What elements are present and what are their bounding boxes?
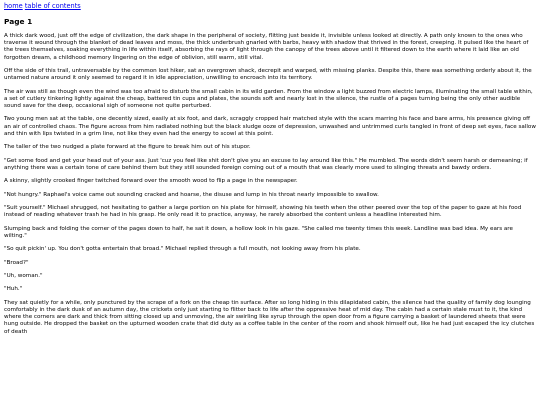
paragraph: "Get some food and get your head out of your ass. Just 'cuz you feel like shit don't give you an excuse to lay around like this." He mumbled. The words didn't seem harsh or demeaning; if anything there was a certain tone of care behind them but they still sounded foreign coming out of a mouth that was clearly more used to slinging threats and bawdy orders.	[4, 157, 528, 171]
paragraph: Slumping back and folding the corner of the pages down to half, he sat it down, a hollow look in his gaze. "She called me twenty times this week. Landline was bad idea. My ears are wilting."	[4, 225, 513, 239]
paragraph: They sat quietly for a while, only punctured by the scrape of a fork on the cheap tin surface. After so long hiding in this dilapidated cabin, the silence had the quality of family dog lounging comfortably in the dark dusk of an autumn day, the crickets only just starting to flitter back to life after the oppressive heat of mid day. The cabin had a certain stale must to it, the kind where the corners are dark and thick from sitting closed up and unmoving, the air swirling like syrup through the open door from a figure carrying a basket of laundered sheets that were hung outside. He dropped the basket on the upturned wooden crate that did duty as a coffee table in the center of the room and shook himself out, like he had just escaped the icy clutches of death	[4, 299, 535, 335]
paragraph: A skinny, slightly crooked finger twitched forward over the smooth wood to flip a page in the newspaper.	[4, 178, 298, 185]
paragraph: "Suit yourself." Michael shrugged, not hesitating to gather a large portion on his plate for himself, showing his teeth when the other peered over the top of the paper to gaze at his food instead of reading whatever trash he had in his grasp. He only read it to practice, anyway, he rarely absorbed the content unless a headline interested him.	[4, 204, 522, 219]
story-body	[4, 33, 536, 336]
paragraph: The air was still as though even the wind was too afraid to disturb the small cabin in its wild garden. From the window a light buzzed from electric lamps, illuminating the small table within, a set of cutlery tinkering lightly against the cheap, battered tin cups and plates, the sounds soft and nearly lost in the silence, the rustle of a pages turning being the only other audible sound save for the deep, occasional sigh of someone not quite perturbed.	[4, 88, 533, 109]
paragraph: The taller of the two nudged a plate forward at the figure to break him out of his stupor.	[4, 144, 251, 151]
paragraph: Two young men sat at the table, one decently sized, easily at six foot, and dark, scraggly cropped hair matched style with the scars marring his face and bare arms, his presence giving off an air of controlled chaos. The figure across from him radiated nothing but the black sludge ooze of depression, unwashed and untrimmed curls tangled in front of deep set eyes, face sallow and thin with lips twisted in a grim line, not like they even had the energy to scowl at this point.	[4, 116, 536, 137]
paragraph: A thick dark wood, just off the edge of civilization, the dark shape in the peripheral of society, flitting just beside it, invisible unless looked at directly. A path only known to the ones who traverse it wound through the blanket of dead leaves and moss, the thick underbrush gnarled with barbs, heavy with shadow that thrived in the forest, creeping. It pulsed like the heart of the trees themselves, soaking everything in life within itself, absorbing the rays of light through the canopy of the trees above until it filtered down to the earth where it laid like an old forgotten dream, a childhood memory lingering on the edge of oblivion, still warm, still vital.	[4, 33, 529, 61]
paragraph: "So quit pickin' up. You don't gotta entertain that broad." Michael replied through a full mouth, not looking away from his plate.	[4, 246, 361, 253]
paragraph: "Huh."	[4, 286, 23, 293]
paragraph: "Uh, woman."	[4, 272, 43, 279]
page-heading: Page 1	[4, 17, 33, 26]
table-of-contents-link[interactable]: table of contents	[24, 2, 81, 10]
top-navigation	[4, 2, 536, 11]
paragraph: Off the side of this trail, untraversable by the common lost hiker, sat an overgrown shack, decrepit and warped, with missing planks. Despite this, there was something orderly about it, the untamed nature around it only seemed to regard it in idle appreciation, unwilling to encroach into its territory.	[4, 68, 532, 82]
paragraph: "Not hungry." Raphael's voice came out sounding cracked and hoarse, the disuse and lump in his throat nearly impossible to swallow.	[4, 191, 379, 198]
home-link[interactable]: home	[4, 2, 23, 10]
paragraph: "Broad?"	[4, 259, 29, 266]
